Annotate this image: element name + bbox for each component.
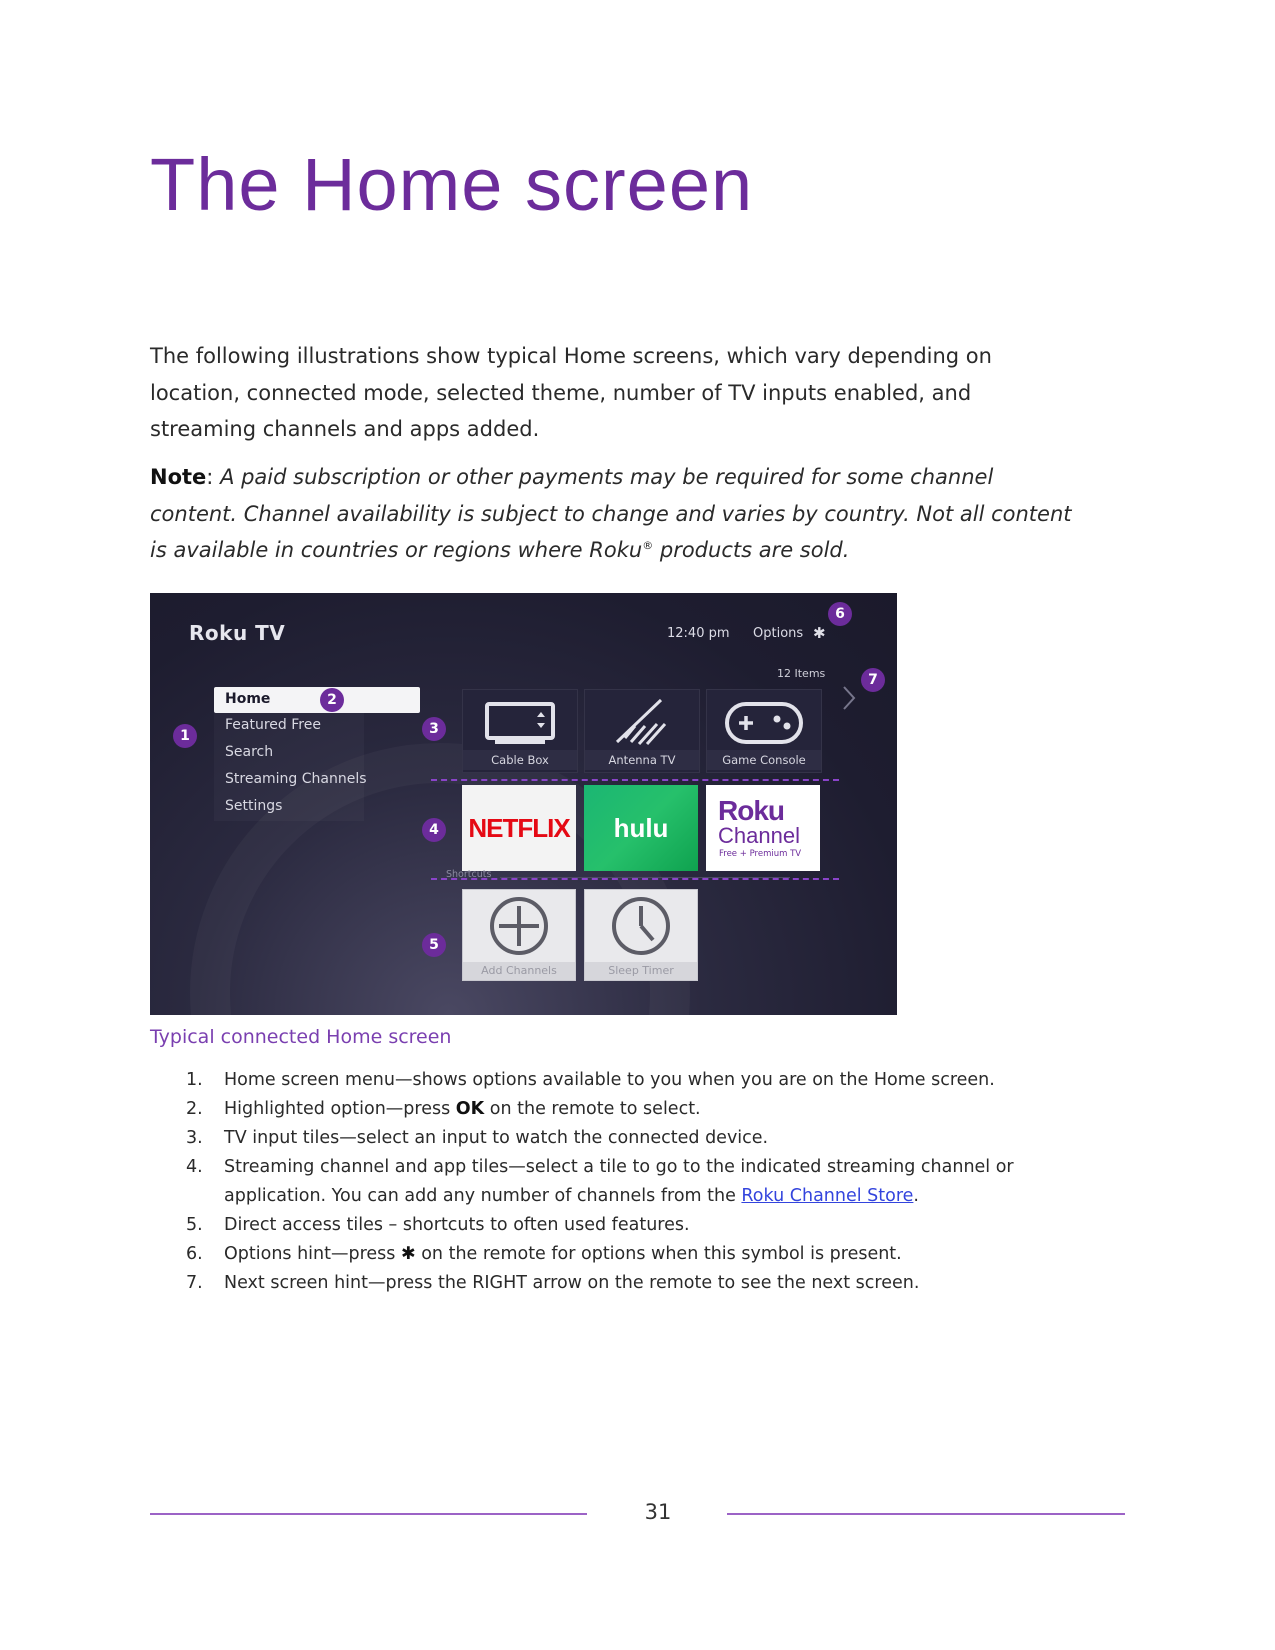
star-key-icon: ✱ — [400, 1244, 416, 1264]
tile-sleep-timer — [584, 889, 698, 981]
callout-badge-7: 7 — [861, 668, 885, 692]
registered-mark: ® — [642, 539, 654, 552]
list-item — [186, 1153, 1066, 1211]
ok-key-label: OK — [455, 1099, 485, 1119]
list-item — [186, 1066, 1066, 1095]
footer-rule-right — [727, 1513, 1125, 1515]
callout-list — [186, 1066, 1066, 1298]
roku-tv-logo: Roku TV — [189, 621, 286, 645]
tile-hulu: hulu — [584, 785, 698, 871]
dashed-divider — [431, 779, 839, 781]
menu-item-home: Home — [225, 691, 271, 707]
callout-badge-5: 5 — [422, 933, 446, 957]
options-star-icon: ✱ — [813, 624, 826, 642]
list-item — [186, 1240, 1066, 1269]
tile-netflix: NETFLIX — [462, 785, 576, 871]
list-text: on the remote to select. — [484, 1099, 701, 1119]
list-item — [186, 1095, 1066, 1124]
callout-badge-6: 6 — [828, 602, 852, 626]
list-number: 1. — [186, 1070, 203, 1090]
roku-channel-store-link[interactable]: Roku Channel Store — [741, 1186, 914, 1206]
list-number: 6. — [186, 1244, 203, 1264]
list-text: Next screen hint—press the RIGHT arrow on the remote to see the next screen. — [224, 1273, 920, 1293]
chevron-right-icon — [842, 685, 856, 718]
tile-label: Antenna TV — [585, 750, 699, 770]
tile-label: Cable Box — [463, 750, 577, 770]
list-item — [186, 1211, 1066, 1240]
home-screen-figure — [150, 593, 897, 1015]
add-circle-icon — [463, 894, 575, 958]
list-number: 5. — [186, 1215, 203, 1235]
list-number: 3. — [186, 1128, 203, 1148]
note-paragraph: Note: A paid subscription or other payments may be required for some channel content. Channel availability is subject to change and varies by country. Not all content is available in countries or regions where Roku® products are sold. — [150, 465, 1072, 562]
note-text-after: products are sold. — [653, 538, 850, 562]
menu-item-streaming-channels: Streaming Channels — [225, 771, 367, 787]
tile-roku-channel — [706, 785, 820, 871]
list-text: on the remote for options when this symbol is present. — [415, 1244, 902, 1264]
figure-caption: Typical connected Home screen — [150, 1026, 452, 1048]
note-label: Note — [150, 465, 207, 489]
tile-label: Game Console — [707, 750, 821, 770]
note-text — [150, 465, 1072, 562]
tile-label: Add Channels — [463, 962, 575, 980]
menu-item-search: Search — [225, 744, 274, 760]
callout-badge-4: 4 — [422, 818, 446, 842]
intro-paragraph: The following illustrations show typical Home screens, which vary depending on location, connected mode, selected theme, number of TV inputs enabled, and streaming channels and apps added. — [150, 344, 992, 441]
clock-icon — [585, 894, 697, 958]
note-text-before: A paid subscription or other payments may be required for some channel content. Channel availability is subject to change and varies by country. Not all content is available in countries or regions where Roku — [150, 465, 1072, 562]
tile-cable-box — [462, 689, 578, 773]
page-number: 31 — [644, 1500, 672, 1524]
footer-rule-left — [150, 1513, 587, 1515]
roku-channel-logo: Roku — [718, 795, 784, 826]
list-number: 4. — [186, 1157, 203, 1177]
page-title: The Home screen — [150, 143, 754, 226]
tile-game-console — [706, 689, 822, 773]
list-text: Streaming channel and app tiles—select a tile to go to the indicated streaming channel or application. You can add any number of channels from the — [224, 1157, 1014, 1206]
cable-box-icon — [463, 698, 577, 748]
roku-channel-sub: Free + Premium TV — [719, 849, 802, 859]
shortcuts-rule — [500, 877, 790, 878]
list-item — [186, 1269, 1066, 1298]
tile-add-channels — [462, 889, 576, 981]
dashed-divider — [431, 878, 839, 880]
callout-badge-3: 3 — [422, 717, 446, 741]
callout-badge-2: 2 — [320, 688, 344, 712]
list-number: 7. — [186, 1273, 203, 1293]
items-count: 12 Items — [777, 667, 826, 680]
shortcuts-label: Shortcuts — [446, 869, 492, 880]
callout-badge-1: 1 — [173, 724, 197, 748]
options-label: Options — [753, 626, 804, 641]
list-item — [186, 1124, 1066, 1153]
list-number: 2. — [186, 1099, 203, 1119]
menu-item-featured-free: Featured Free — [225, 717, 321, 733]
list-text: Direct access tiles – shortcuts to often used features. — [224, 1215, 690, 1235]
gamepad-icon — [707, 698, 821, 748]
list-text: . — [913, 1186, 919, 1206]
menu-item-settings: Settings — [225, 798, 283, 814]
tile-antenna-tv — [584, 689, 700, 773]
clock-time: 12:40 pm — [667, 626, 730, 641]
list-text: Options hint—press — [224, 1244, 401, 1264]
roku-channel-name: Channel — [718, 823, 800, 848]
tile-label: Sleep Timer — [585, 962, 697, 980]
antenna-icon — [585, 698, 699, 748]
list-text: TV input tiles—select an input to watch the connected device. — [224, 1128, 769, 1148]
list-text: Highlighted option—press — [224, 1099, 456, 1119]
list-text: Home screen menu—shows options available to you when you are on the Home screen. — [224, 1070, 995, 1090]
